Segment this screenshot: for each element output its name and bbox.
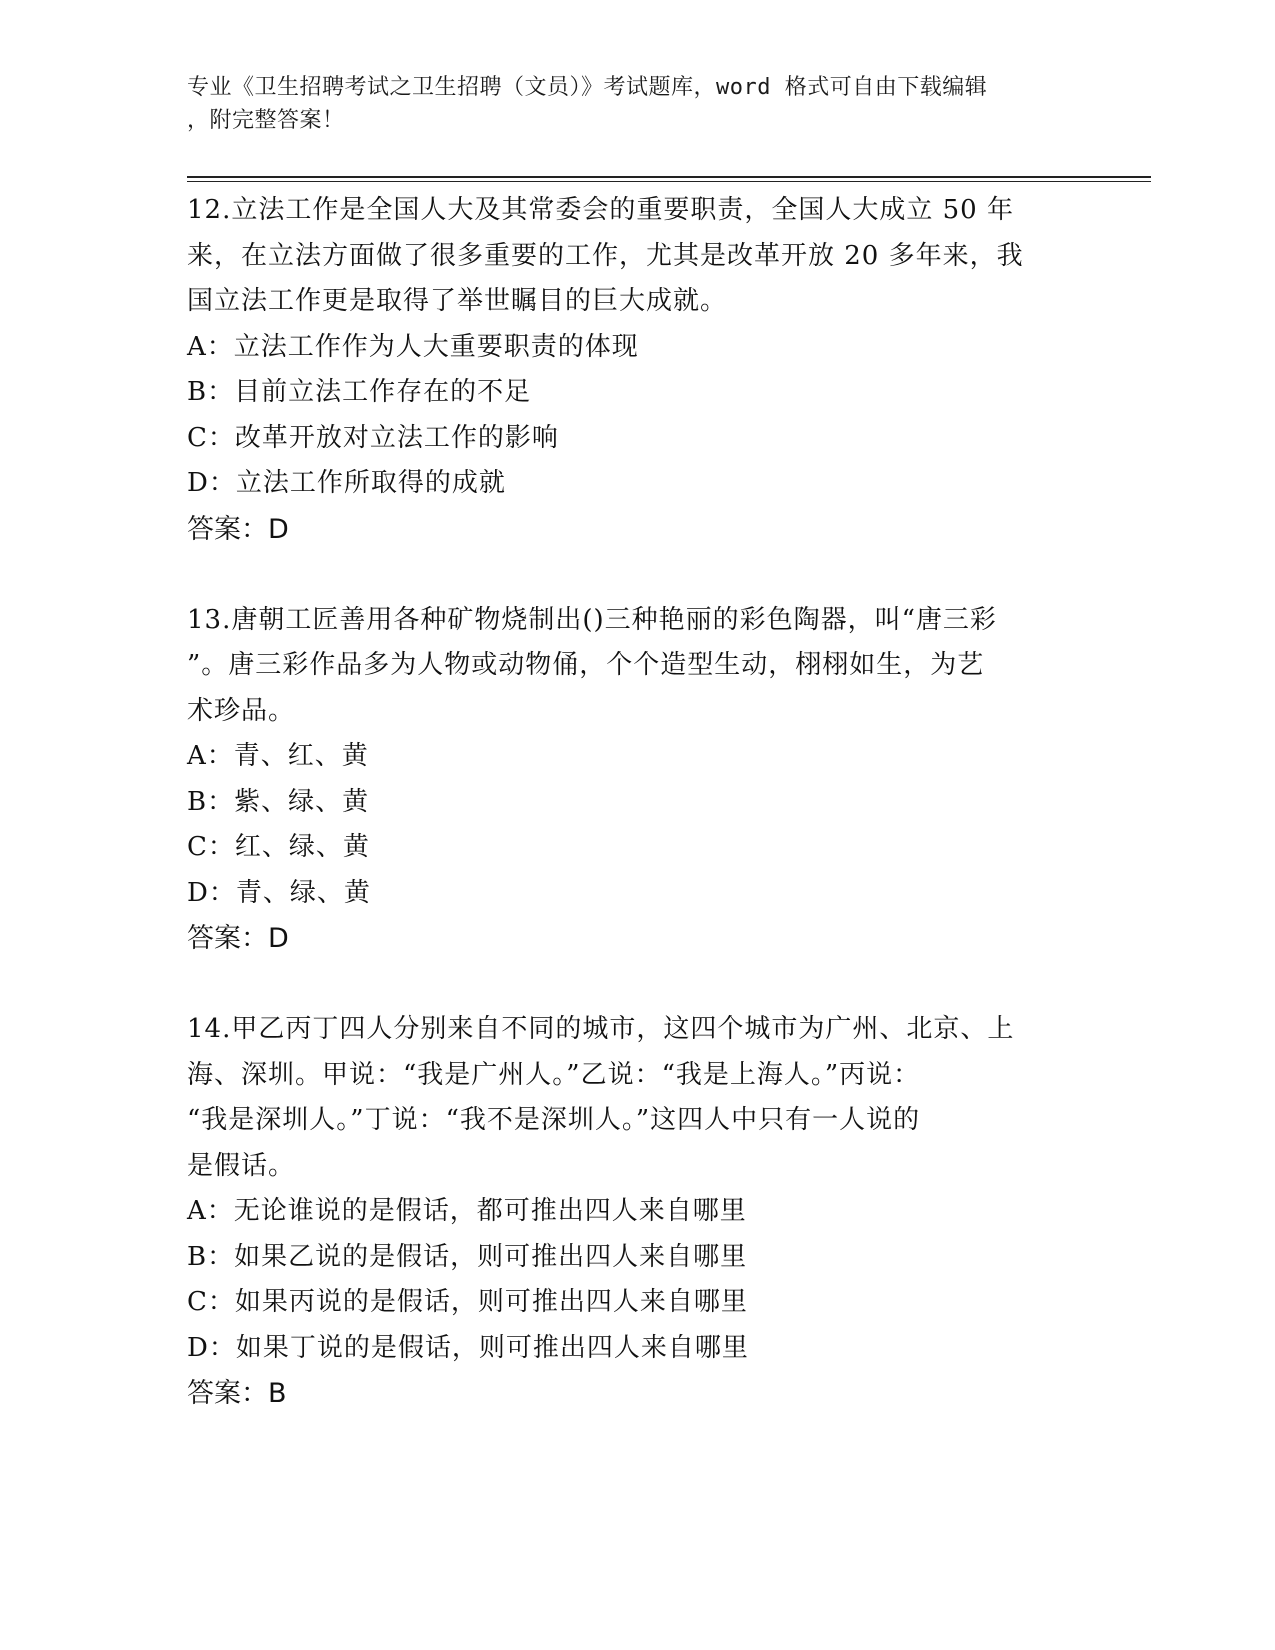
question-spacer xyxy=(187,962,1087,1008)
option-c: C：红、绿、黄 xyxy=(187,832,370,862)
question-text-line: 14.甲乙丙丁四人分别来自不同的城市，这四个城市为广州、北京、上 xyxy=(187,1014,1015,1044)
question-text-line: 来，在立法方面做了很多重要的工作，尤其是改革开放 20 多年来，我 xyxy=(187,240,1024,271)
option-b: B：紫、绿、黄 xyxy=(187,786,370,817)
option-d: D：如果丁说的是假话，则可推出四人来自哪里 xyxy=(187,1332,749,1363)
option-a: A：青、红、黄 xyxy=(187,741,369,771)
question-text-line: 13.唐朝工匠善用各种矿物烧制出()三种艳丽的彩色陶器，叫“唐三彩 xyxy=(187,604,997,635)
header-divider-thin xyxy=(187,181,1151,182)
option-d: D：立法工作所取得的成就 xyxy=(187,468,506,498)
header-line-1: 专业《卫生招聘考试之卫生招聘（文员）》考试题库，word 格式可自由下载编辑 xyxy=(187,75,988,100)
answer-label: 答案：B xyxy=(187,1378,287,1409)
answer-label: 答案：D xyxy=(187,923,289,954)
question-text-line: 国立法工作更是取得了举世瞩目的巨大成就。 xyxy=(187,286,728,316)
option-d: D：青、绿、黄 xyxy=(187,877,371,908)
question-text-line: “我是深圳人。”丁说：“我不是深圳人。”这四人中只有一人说的 xyxy=(187,1105,921,1135)
question-text-line: 12.立法工作是全国人大及其常委会的重要职责，全国人大成立 50 年 xyxy=(187,195,1014,225)
answer-label: 答案：D xyxy=(187,513,289,545)
question-list xyxy=(187,188,1087,1417)
question-spacer xyxy=(187,552,1087,598)
question-14 xyxy=(187,1007,1087,1417)
header-line-2: ，附完整答案！ xyxy=(187,108,345,133)
option-a: A：无论谁说的是假话，都可推出四人来自哪里 xyxy=(187,1196,747,1226)
option-b: B：目前立法工作存在的不足 xyxy=(187,377,532,407)
question-text-line: 术珍品。 xyxy=(187,695,296,726)
question-text-line: 是假话。 xyxy=(187,1150,296,1181)
header-divider-thick xyxy=(187,176,1151,178)
document-header xyxy=(187,71,1067,137)
question-12 xyxy=(187,188,1087,552)
option-c: C：改革开放对立法工作的影响 xyxy=(187,422,559,453)
question-text-line: 海、深圳。甲说：“我是广州人。”乙说：“我是上海人。”丙说： xyxy=(187,1059,921,1090)
option-b: B：如果乙说的是假话，则可推出四人来自哪里 xyxy=(187,1241,748,1272)
question-text-line: ”。唐三彩作品多为人物或动物俑，个个造型生动，栩栩如生，为艺 xyxy=(187,650,985,680)
option-a: A：立法工作作为人大重要职责的体现 xyxy=(187,331,639,362)
question-13 xyxy=(187,598,1087,962)
option-c: C：如果丙说的是假话，则可推出四人来自哪里 xyxy=(187,1287,748,1317)
